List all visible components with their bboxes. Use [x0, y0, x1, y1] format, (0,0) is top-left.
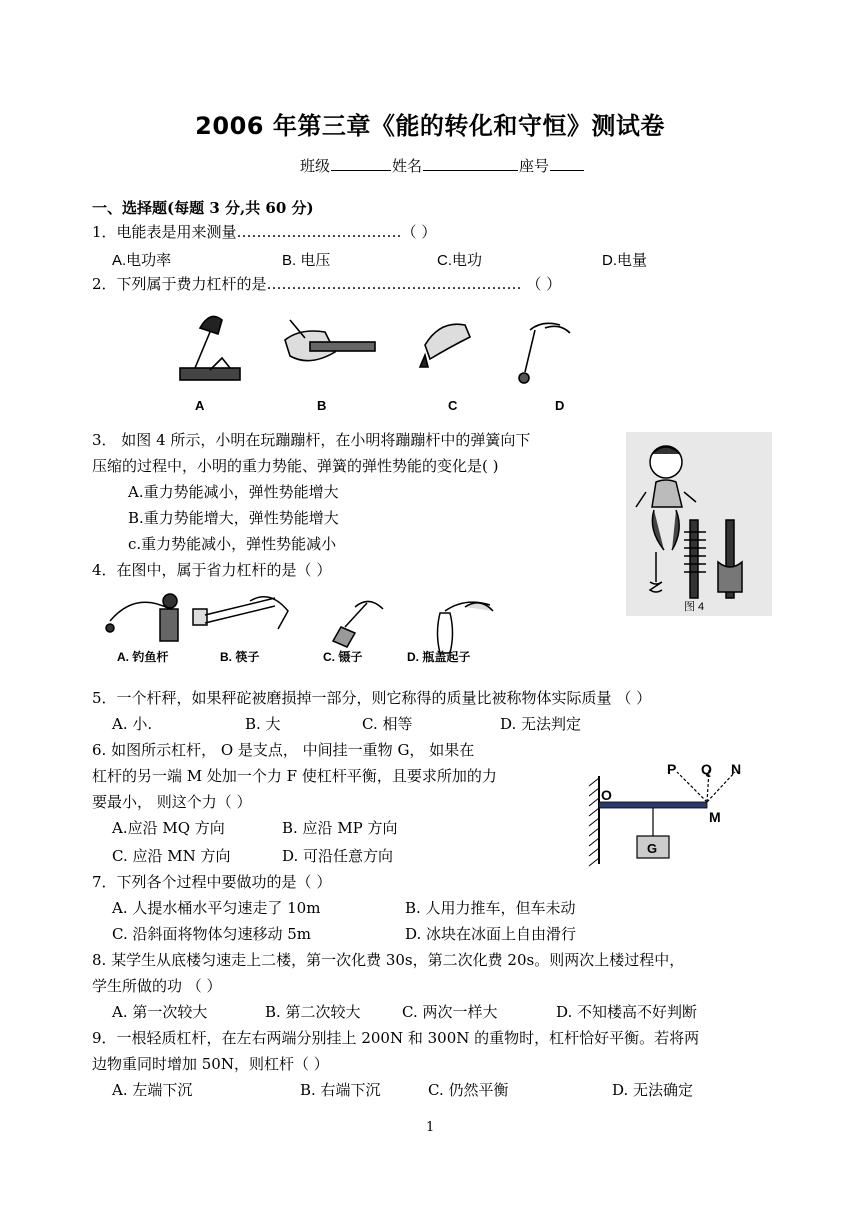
q6-lever-diagram	[585, 752, 765, 870]
q8-option-c: C. 两次一样大	[402, 1003, 498, 1021]
question-9-line1: 9．一根轻质杠杆，在左右两端分别挂上 200N 和 300N 的重物时，杠杆恰好平衡。若将两	[92, 1029, 700, 1047]
q5-option-b: B. 大	[245, 715, 281, 733]
q4-label-b: B. 筷子	[220, 650, 260, 664]
q1-option-a: A.电功率	[112, 252, 172, 269]
q8-option-a: A. 第一次较大	[112, 1003, 208, 1021]
q5-option-a: A. 小.	[112, 715, 153, 733]
q1-option-d: D.电量	[602, 252, 648, 269]
q1-option-c: C.电功	[437, 252, 483, 269]
name-blank	[423, 156, 518, 171]
class-blank	[331, 156, 391, 171]
q2-figure-c	[420, 324, 470, 367]
question-2: 2．下列属于费力杠杆的是…………………………………………… （ ）	[92, 275, 562, 293]
q9-option-a: A. 左端下沉	[112, 1081, 193, 1099]
q5-option-d: D. 无法判定	[500, 715, 582, 733]
q3-option-c: c.重力势能减小，弹性势能减小	[128, 535, 337, 553]
q2-label-c: C	[448, 398, 458, 413]
question-3-line1: 3． 如图 4 所示，小明在玩蹦蹦杆，在小明将蹦蹦杆中的弹簧向下	[92, 431, 531, 449]
q2-label-b: B	[317, 398, 327, 413]
page-title: 2006 年第三章《能的转化和守恒》测试卷	[195, 112, 665, 140]
q2-lever-figures	[170, 300, 600, 415]
q6-option-d: D. 可沿任意方向	[282, 847, 394, 865]
question-6-line3: 要最小， 则这个力（ ）	[92, 793, 252, 811]
q4-figure-b	[193, 597, 288, 629]
question-3-line2: 压缩的过程中，小明的重力势能、弹簧的弹性势能的变化是( )	[92, 457, 499, 475]
lever-point-p: P	[667, 761, 677, 777]
q2-label-d: D	[555, 398, 565, 413]
q4-lever-figures	[105, 583, 505, 673]
q3-figure-4-pogo	[626, 432, 772, 616]
q7-option-b: B. 人用力推车，但车未动	[405, 899, 576, 917]
q4-figure-c	[333, 601, 383, 647]
question-4: 4．在图中，属于省力杠杆的是（ ）	[92, 561, 332, 579]
q7-option-c: C. 沿斜面将物体匀速移动 5m	[112, 925, 312, 943]
figure-4-label: 图 4	[684, 601, 705, 613]
q6-option-c: C. 应沿 MN 方向	[112, 847, 231, 865]
weight-g-label: G	[647, 841, 658, 856]
q8-option-d: D. 不知楼高不好判断	[556, 1003, 698, 1021]
question-5: 5．一个杆秤，如果秤砣被磨损掉一部分，则它称得的质量比被称物体实际质量 （ ）	[92, 689, 652, 707]
q9-option-c: C. 仍然平衡	[428, 1081, 509, 1099]
q9-option-b: B. 右端下沉	[300, 1081, 381, 1099]
q7-option-d: D. 冰块在冰面上自由滑行	[405, 925, 577, 943]
q4-figure-a	[106, 594, 178, 641]
seat-label: 座号	[519, 157, 550, 175]
student-info	[300, 155, 585, 176]
q6-option-a: A.应沿 MQ 方向	[112, 819, 225, 837]
lever-point-m: M	[709, 809, 721, 825]
q7-option-a: A. 人提水桶水平匀速走了 10m	[112, 899, 321, 917]
q6-option-b: B. 应沿 MP 方向	[282, 819, 398, 837]
page-number: 1	[426, 1120, 435, 1135]
q2-label-a: A	[195, 398, 205, 413]
q5-option-c: C. 相等	[362, 715, 413, 733]
q2-figure-b	[285, 320, 375, 361]
q4-label-a: A. 钓鱼杆	[117, 650, 169, 664]
question-6-line1: 6. 如图所示杠杆， O 是支点， 中间挂一重物 G， 如果在	[92, 741, 475, 759]
q4-label-d: D. 瓶盖起子	[407, 650, 471, 664]
question-1: 1．电能表是用来测量……………………………（ ）	[92, 223, 437, 241]
q9-option-d: D. 无法确定	[612, 1081, 694, 1099]
q2-figure-d	[519, 323, 570, 383]
lever-point-n: N	[731, 761, 742, 777]
question-7: 7．下列各个过程中要做功的是（ ）	[92, 873, 332, 891]
question-8-line1: 8. 某学生从底楼匀速走上二楼，第一次化费 30s，第二次化费 20s。则两次上楼过程中，	[92, 951, 685, 969]
question-8-line2: 学生所做的功 （ ）	[92, 977, 222, 995]
name-label: 姓名	[392, 157, 423, 175]
q4-label-c: C. 镊子	[323, 650, 363, 664]
lever-point-o: O	[601, 787, 612, 803]
lever-point-q: Q	[701, 761, 712, 777]
class-label: 班级	[300, 157, 331, 175]
q3-option-a: A.重力势能减小，弹性势能增大	[128, 483, 339, 501]
question-9-line2: 边物重同时增加 50N，则杠杆（ ）	[92, 1055, 329, 1073]
q8-option-b: B. 第二次较大	[265, 1003, 361, 1021]
q3-option-b: B.重力势能增大，弹性势能增大	[128, 509, 339, 527]
q2-figure-a	[180, 316, 240, 380]
q4-figure-d	[438, 602, 494, 653]
q1-option-b: B. 电压	[282, 252, 331, 269]
section-heading: 一、选择题(每题 3 分,共 60 分)	[92, 199, 314, 217]
question-6-line2: 杠杆的另一端 M 处加一个力 F 使杠杆平衡，且要求所加的力	[92, 767, 497, 785]
seat-blank	[550, 156, 584, 171]
